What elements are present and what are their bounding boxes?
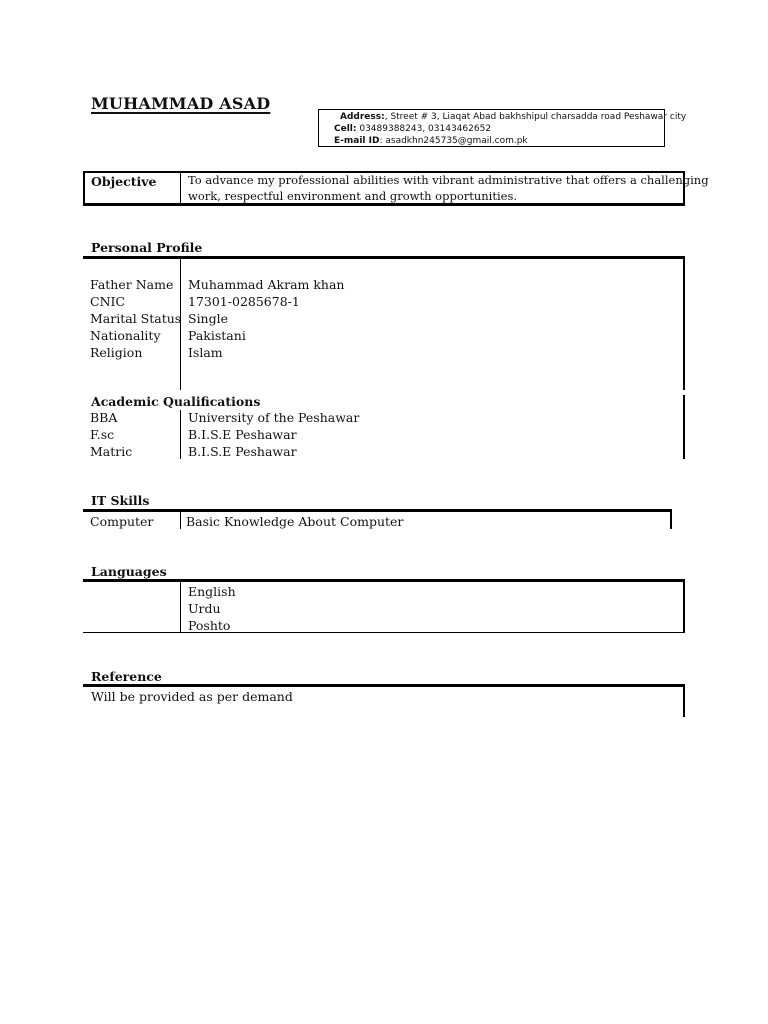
it-skills-label: Computer	[90, 514, 154, 529]
objective-divider	[180, 171, 181, 206]
cell-label: Cell:	[334, 124, 357, 134]
personal-profile-right-border	[683, 256, 685, 390]
profile-label-cnic: CNIC	[90, 294, 126, 309]
email-line	[334, 135, 528, 148]
academic-label-matric: Matric	[90, 444, 133, 459]
it-skills-right-border	[670, 509, 672, 529]
academic-divider	[180, 410, 181, 459]
profile-value-cnic: 17301-0285678-1	[188, 294, 300, 309]
language-item: Urdu	[188, 601, 221, 616]
profile-value-nationality: Pakistani	[188, 328, 246, 343]
academic-value-matric: B.I.S.E Peshawar	[188, 444, 297, 459]
reference-right-border	[683, 684, 685, 717]
languages-divider	[180, 582, 181, 633]
reference-heading: Reference	[91, 669, 162, 684]
contact-box	[318, 109, 687, 147]
languages-rule	[83, 579, 685, 582]
personal-profile-heading: Personal Profile	[91, 240, 203, 255]
language-item: English	[188, 584, 236, 599]
cell-value: 03489388243, 03143462652	[356, 124, 492, 134]
it-skills-rule	[83, 509, 672, 512]
objective-text-line1: To advance my professional abilities with vibrant administrative that offers a challenging	[188, 173, 709, 187]
cell-line	[334, 123, 491, 136]
profile-label-nationality: Nationality	[90, 328, 161, 343]
reference-rule	[83, 684, 685, 687]
email-value: : asadkhn245735@gmail.com.pk	[379, 136, 528, 146]
profile-label-marital-status: Marital Status	[90, 311, 182, 326]
academic-value-bba: University of the Peshawar	[188, 410, 360, 425]
email-label: E-mail ID	[334, 136, 380, 146]
objective-left-border	[83, 171, 85, 206]
academic-right-border	[683, 395, 685, 459]
profile-label-father-name: Father Name	[90, 277, 174, 292]
academic-label-bba: BBA	[90, 410, 118, 425]
languages-heading: Languages	[91, 564, 167, 579]
languages-right-border	[683, 579, 685, 633]
objective-heading: Objective	[91, 174, 157, 189]
profile-value-marital-status: Single	[188, 311, 229, 326]
academic-heading: Academic Qualifications	[91, 394, 261, 409]
objective-text-line2: work, respectful environment and growth opportunities.	[188, 189, 518, 203]
profile-value-religion: Islam	[188, 345, 223, 360]
address-label: Address:	[340, 112, 385, 122]
reference-text: Will be provided as per demand	[91, 689, 293, 704]
academic-label-fsc: F.sc	[90, 427, 115, 442]
language-item: Poshto	[188, 618, 231, 633]
personal-profile-rule	[83, 256, 685, 259]
address-line	[340, 111, 686, 124]
it-skills-divider	[180, 512, 181, 529]
address-value: , Street # 3, Liaqat Abad bakhshipul charsadda road Peshawar city	[384, 112, 687, 122]
languages-bottom-border	[83, 632, 685, 633]
profile-value-father-name: Muhammad Akram khan	[188, 277, 345, 292]
it-skills-heading: IT Skills	[91, 493, 150, 508]
profile-label-religion: Religion	[90, 345, 143, 360]
candidate-name: MUHAMMAD ASAD	[91, 94, 271, 113]
academic-value-fsc: B.I.S.E Peshawar	[188, 427, 297, 442]
it-skills-value: Basic Knowledge About Computer	[186, 514, 404, 529]
